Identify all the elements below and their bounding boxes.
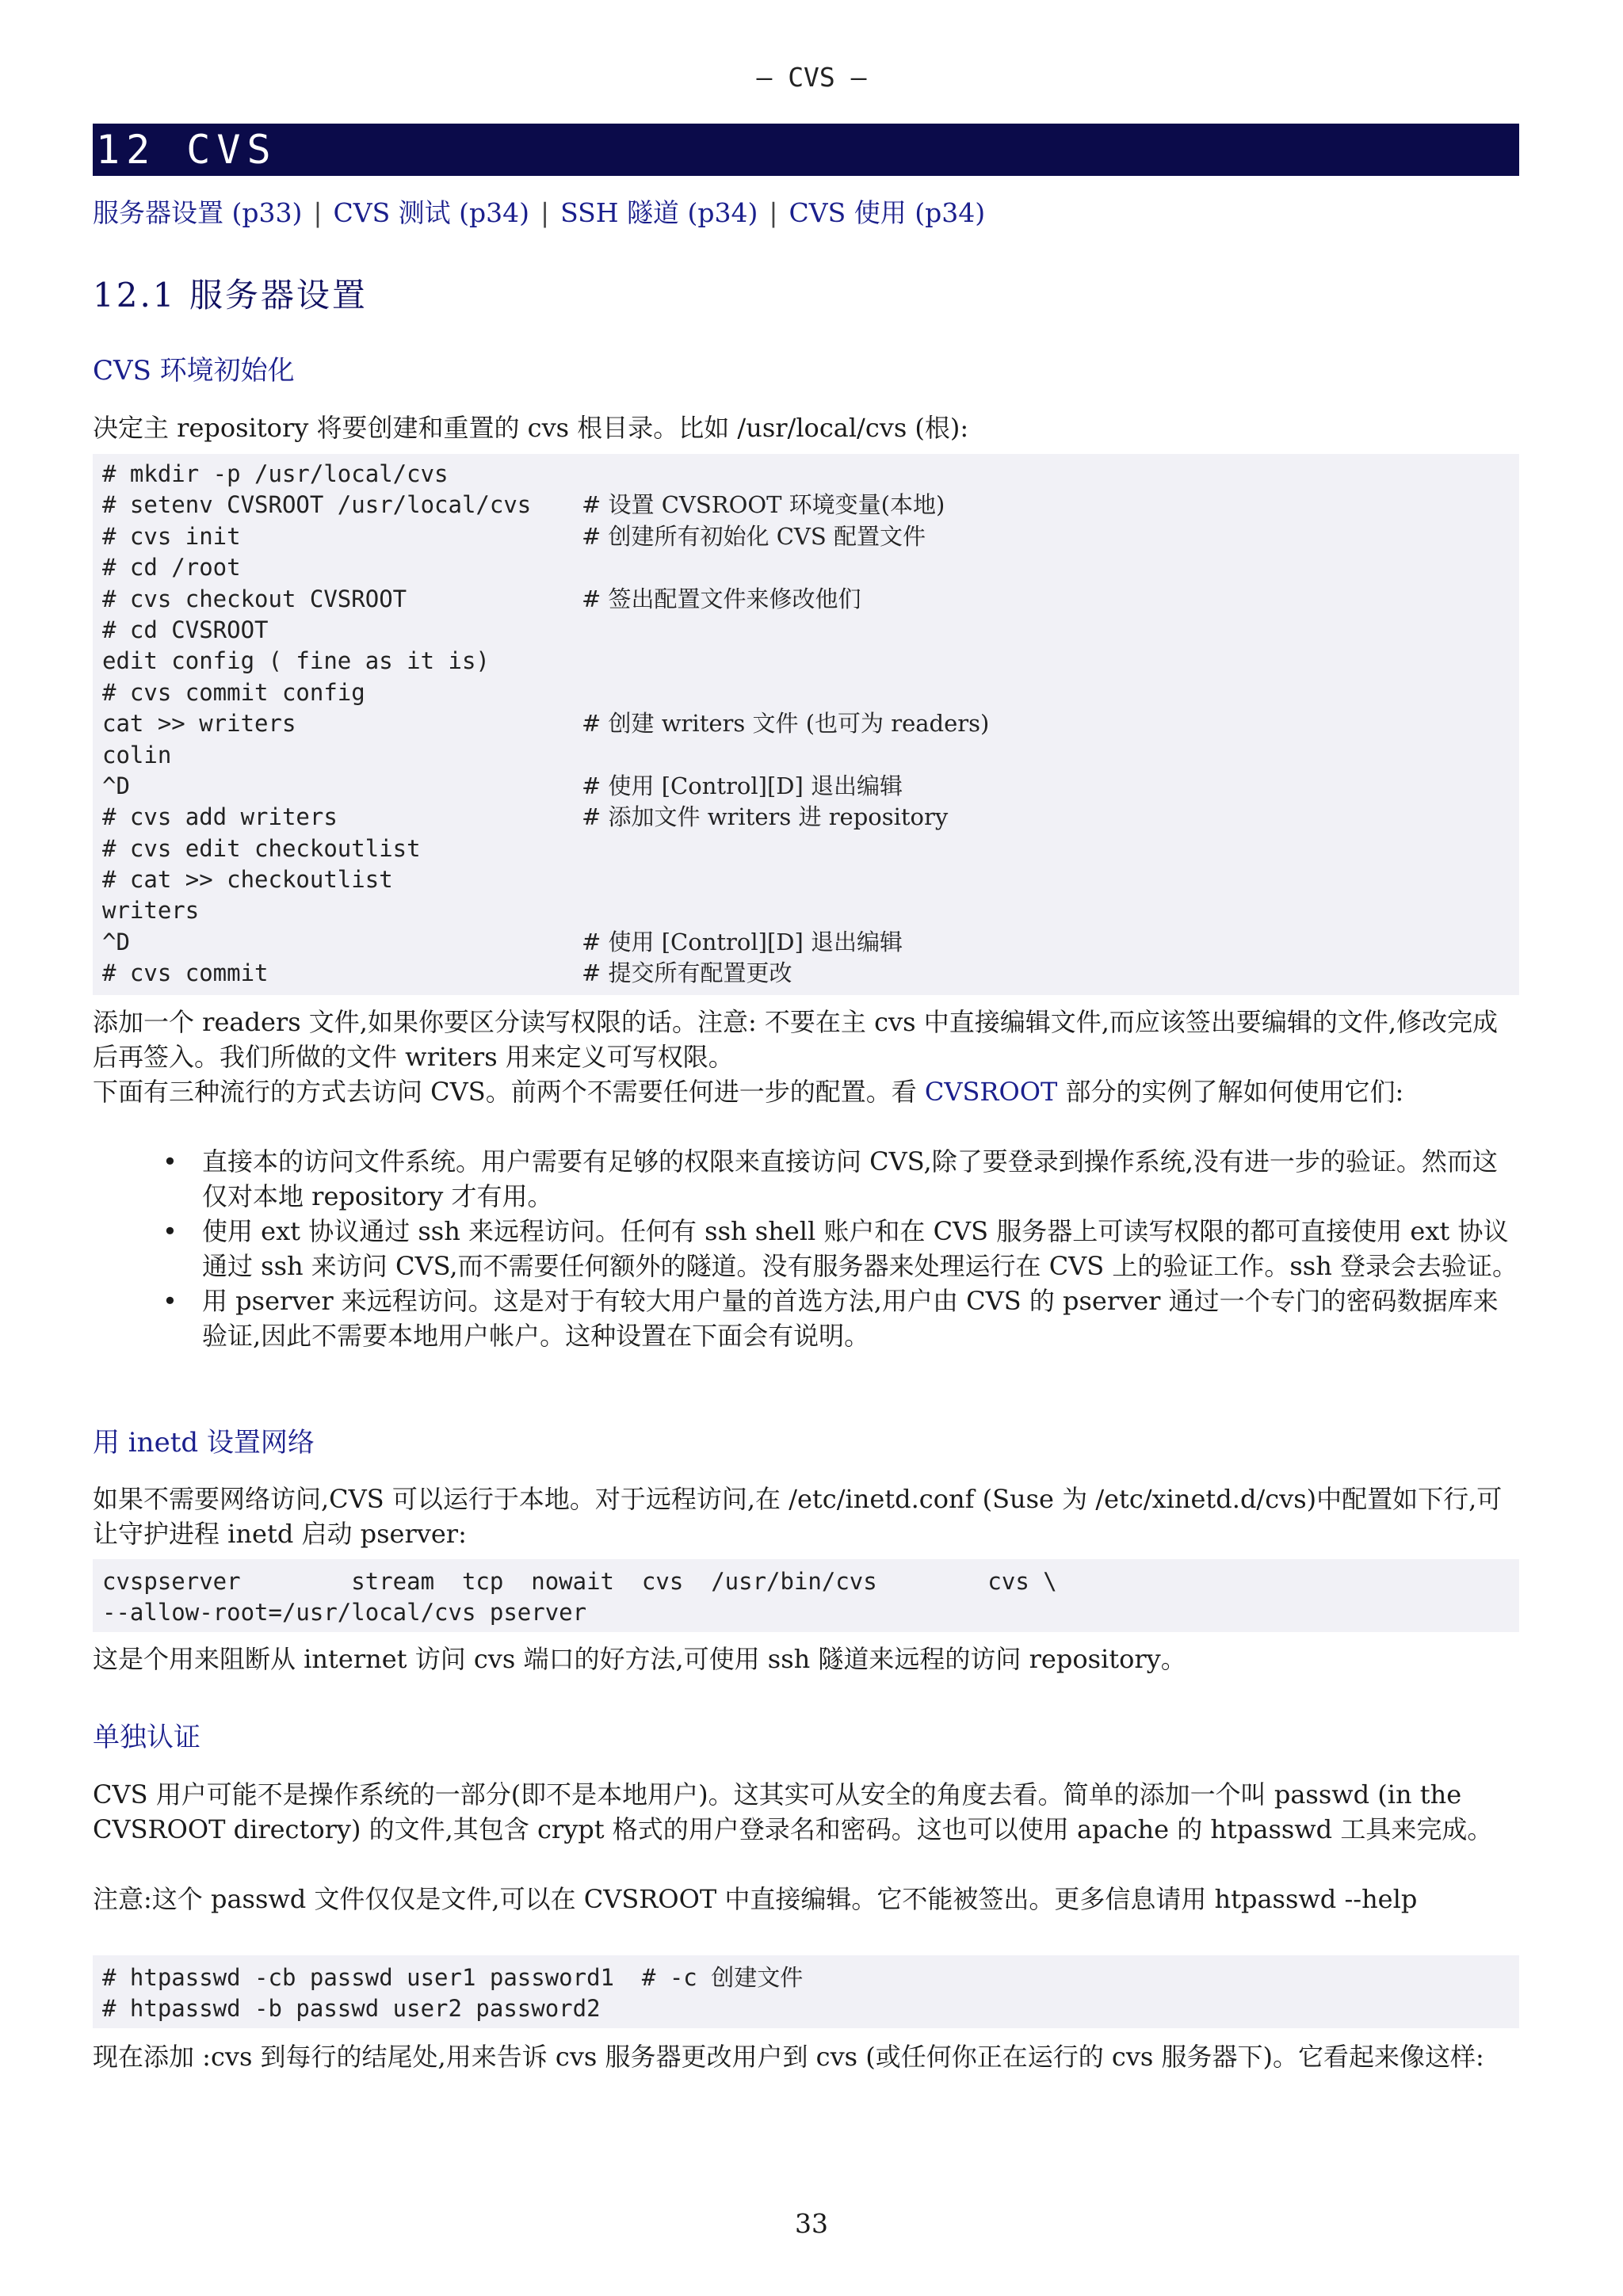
code-line — [102, 615, 1510, 646]
code-line — [102, 864, 1510, 895]
code-command: # setenv CVSROOT /usr/local/cvs — [102, 491, 532, 519]
chapter-title-bar — [93, 124, 1519, 176]
paragraph-add-cvs: 现在添加 :cvs 到每行的结尾处,用来告诉 cvs 服务器更改用户到 cvs (或任何你正在运行的 cvs 服务器下)。它看起来像这样: — [93, 2042, 1484, 2072]
section-heading: 12.1 服务器设置 — [93, 276, 368, 315]
access-text-post: 部分的实例了解如何使用它们: — [1057, 1077, 1404, 1107]
code-command: writers — [102, 897, 200, 925]
code-line: cvspserver stream tcp nowait cvs /usr/bin/cvs cvs \ — [102, 1568, 1057, 1595]
code-line — [102, 927, 1510, 958]
code-line — [102, 459, 1510, 490]
list-item — [162, 1214, 1519, 1283]
toc-separator: | — [540, 197, 550, 228]
code-line: --allow-root=/usr/local/cvs pserver — [102, 1599, 587, 1627]
paragraph-inetd: 如果不需要网络访问,CVS 可以运行于本地。对于远程访问,在 /etc/inetd.conf (Suse 为 /etc/xinetd.d/cvs)中配置如下行,可让守护进程 inetd 启动 pserver: — [93, 1484, 1503, 1549]
code-comment: # 签出配置文件来修改他们 — [582, 585, 861, 612]
code-command: # cat >> checkoutlist — [102, 866, 393, 894]
code-comment: # 创建 writers 文件 (也可为 readers) — [582, 710, 990, 738]
page-number: 33 — [795, 2208, 828, 2239]
code-line — [102, 740, 1510, 771]
code-command: # cvs edit checkoutlist — [102, 834, 421, 862]
toc-link-ssh-tunnel[interactable]: SSH 隧道 (p34) — [560, 197, 758, 228]
toc-link-server-setup[interactable]: 服务器设置 (p33) — [93, 197, 303, 228]
code-command: cat >> writers — [102, 710, 296, 738]
code-command: # cvs commit config — [102, 678, 365, 706]
section-links — [93, 193, 985, 230]
code-command: # cd CVSROOT — [102, 616, 269, 643]
code-command: # cd /root — [102, 554, 241, 582]
code-comment: # 使用 [Control][D] 退出编辑 — [582, 772, 903, 799]
paragraph-access-methods — [93, 1074, 1519, 1109]
code-line — [102, 584, 1510, 615]
code-comment: # 提交所有配置更改 — [582, 959, 792, 987]
code-line — [102, 833, 1510, 864]
code-block-cvs-setup — [93, 454, 1519, 995]
cvsroot-link[interactable]: CVSROOT — [924, 1077, 1058, 1107]
access-text-pre: 下面有三种流行的方式去访问 CVS。前两个不需要任何进一步的配置。看 — [93, 1077, 925, 1107]
code-line — [102, 677, 1510, 708]
running-header: — CVS — — [756, 62, 867, 93]
list-item — [162, 1283, 1519, 1353]
code-comment: # 添加文件 writers 进 repository — [582, 803, 949, 831]
code-command: # mkdir -p /usr/local/cvs — [102, 460, 449, 487]
code-line — [102, 521, 1510, 552]
toc-separator: | — [313, 197, 323, 228]
code-command: # cvs checkout CVSROOT — [102, 585, 407, 612]
code-line — [102, 490, 1510, 521]
paragraph-passwd-note: 注意:这个 passwd 文件仅仅是文件,可以在 CVSROOT 中直接编辑。它不能被签出。更多信息请用 htpasswd --help — [93, 1884, 1418, 1914]
code-block-htpasswd — [93, 1955, 1519, 2028]
code-line — [102, 895, 1510, 926]
toc-link-cvs-test[interactable]: CVS 测试 (p34) — [333, 197, 530, 228]
list-item-text: 直接本的访问文件系统。用户需要有足够的权限来直接访问 CVS,除了要登录到操作系统,没有进一步的验证。然而这仅对本地 repository 才有用。 — [202, 1146, 1498, 1211]
subsection-heading-cvs-init: CVS 环境初始化 — [93, 355, 295, 387]
list-item-text: 用 pserver 来远程访问。这是对于有较大用户量的首选方法,用户由 CVS 的 pserver 通过一个专门的密码数据库来验证,因此不需要本地用户帐户。这种设置在下面会有说明。 — [202, 1286, 1499, 1351]
paragraph-readers-note: 添加一个 readers 文件,如果你要区分读写权限的话。注意: 不要在主 cvs 中直接编辑文件,而应该签出要编辑的文件,修改完成后再签入。我们所做的文件 writers 用来定义可写权限。 — [93, 1007, 1499, 1072]
subsection-heading-inetd: 用 inetd 设置网络 — [93, 1427, 315, 1459]
bullet-icon: • — [162, 1216, 178, 1246]
code-block-inetd — [93, 1559, 1519, 1632]
toc-separator: | — [769, 197, 778, 228]
code-command: ^D — [102, 772, 130, 799]
code-command: # cvs add writers — [102, 803, 338, 831]
code-command: ^D — [102, 928, 130, 955]
code-command: colin — [102, 741, 172, 769]
code-line — [102, 552, 1510, 583]
code-comment: # 创建所有初始化 CVS 配置文件 — [582, 522, 926, 550]
chapter-title: 12 CVS — [96, 127, 277, 173]
list-item-text: 使用 ext 协议通过 ssh 来远程访问。任何有 ssh shell 账户和在 CVS 服务器上可读写权限的都可直接使用 ext 协议通过 ssh 来访问 CVS,而不需要任何额外的隧道。没有服务器来处理运行在 CVS 上的验证工作。ssh 登录会去验证。 — [202, 1216, 1518, 1281]
access-methods-list — [162, 1144, 1519, 1353]
code-line — [102, 771, 1510, 802]
code-line — [102, 802, 1510, 833]
code-comment: # 使用 [Control][D] 退出编辑 — [582, 928, 903, 955]
code-comment: # 设置 CVSROOT 环境变量(本地) — [582, 491, 945, 519]
bullet-icon: • — [162, 1146, 178, 1177]
subsection-heading-auth: 单独认证 — [93, 1722, 200, 1753]
code-line: # htpasswd -cb passwd user1 password1 # -c 创建文件 — [102, 1964, 804, 1991]
code-line — [102, 708, 1510, 739]
bullet-icon: • — [162, 1286, 178, 1316]
code-command: # cvs init — [102, 522, 241, 550]
code-command: # cvs commit — [102, 959, 269, 987]
toc-link-cvs-usage[interactable]: CVS 使用 (p34) — [789, 197, 986, 228]
list-item — [162, 1144, 1519, 1214]
paragraph-auth: CVS 用户可能不是操作系统的一部分(即不是本地用户)。这其实可从安全的角度去看。简单的添加一个叫 passwd (in the CVSROOT directory) 的文件,其包含 crypt 格式的用户登录名和密码。这也可以使用 apache 的 htpasswd 工具来完成。 — [93, 1779, 1493, 1844]
code-line: # htpasswd -b passwd user2 password2 — [102, 1995, 601, 2023]
code-command: edit config ( fine as it is) — [102, 647, 490, 675]
code-line — [102, 958, 1510, 989]
code-line — [102, 646, 1510, 677]
paragraph-internet-note: 这是个用来阻断从 internet 访问 cvs 端口的好方法,可使用 ssh 隧道来远程的访问 repository。 — [93, 1644, 1186, 1674]
paragraph-intro: 决定主 repository 将要创建和重置的 cvs 根目录。比如 /usr/local/cvs (根): — [93, 413, 969, 443]
